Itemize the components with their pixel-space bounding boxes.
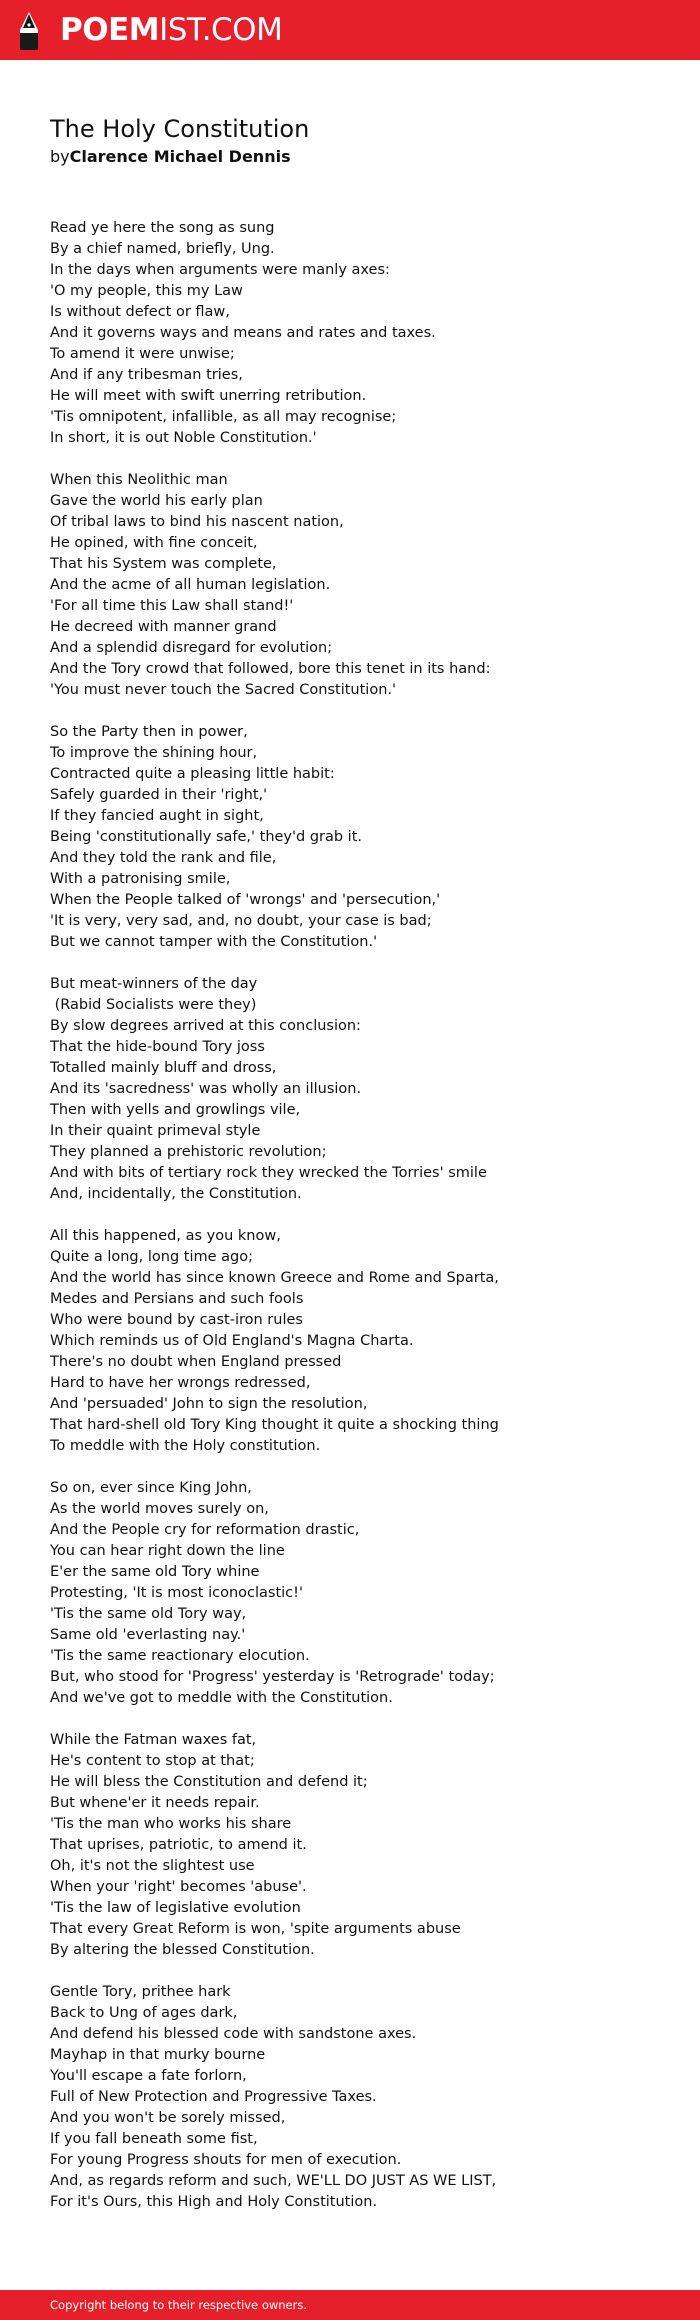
site-footer <box>0 2290 700 2320</box>
poem-line: Totalled mainly bluff and dross, <box>50 1060 277 1076</box>
stanza <box>50 722 670 953</box>
poem-line: Protesting, 'It is most iconoclastic!' <box>50 1585 303 1601</box>
poem-line: When your 'right' becomes 'abuse'. <box>50 1879 307 1895</box>
poem-line: Gave the world his early plan <box>50 493 263 509</box>
poem-line: 'Tis the law of legislative evolution <box>50 1900 301 1916</box>
poem-line: 'O my people, this my Law <box>50 283 243 299</box>
poem-line: Contracted quite a pleasing little habit: <box>50 766 335 782</box>
poem-line: E'er the same old Tory whine <box>50 1564 260 1580</box>
poem-line: They planned a prehistoric revolution; <box>50 1144 327 1160</box>
poem-line: When this Neolithic man <box>50 472 228 488</box>
stanza <box>50 470 670 701</box>
brand-name-bold: POEM <box>60 12 160 48</box>
poem-body <box>50 218 670 2234</box>
stanza <box>50 218 670 449</box>
poem-line: By a chief named, briefly, Ung. <box>50 241 275 257</box>
poem-line: He will bless the Constitution and defend it; <box>50 1774 368 1790</box>
poem-line: While the Fatman waxes fat, <box>50 1732 257 1748</box>
poem-line: Gentle Tory, prithee hark <box>50 1984 231 2000</box>
poem-line: He's content to stop at that; <box>50 1753 255 1769</box>
poem-line: To improve the shining hour, <box>50 745 258 761</box>
poem-line: And its 'sacredness' was wholly an illusion. <box>50 1081 362 1097</box>
poem-line: Medes and Persians and such fools <box>50 1291 304 1307</box>
brand-name-light: IST.COM <box>159 12 283 48</box>
poem-line: But whene'er it needs repair. <box>50 1795 260 1811</box>
poem-line: He opined, with fine conceit, <box>50 535 258 551</box>
poem-line: Who were bound by cast-iron rules <box>50 1312 303 1328</box>
site-logo-link[interactable] <box>60 8 282 52</box>
poem-line: And the People cry for reformation drastic, <box>50 1522 360 1538</box>
poem-line: Which reminds us of Old England's Magna Charta. <box>50 1333 414 1349</box>
poem-line: And we've got to meddle with the Constitution. <box>50 1690 393 1706</box>
poem-line: So on, ever since King John, <box>50 1480 252 1496</box>
poem-line: Is without defect or flaw, <box>50 304 230 320</box>
poem-line: To amend it were unwise; <box>50 346 235 362</box>
poem-line: 'For all time this Law shall stand!' <box>50 598 294 614</box>
poem-line: 'You must never touch the Sacred Constitution.' <box>50 682 396 698</box>
poem-line: But, who stood for 'Progress' yesterday is 'Retrograde' today; <box>50 1669 495 1685</box>
poem-line: So the Party then in power, <box>50 724 248 740</box>
poem-line: Being 'constitutionally safe,' they'd grab it. <box>50 829 363 845</box>
poem-line: That his System was complete, <box>50 556 277 572</box>
poem-line: And with bits of tertiary rock they wrecked the Torries' smile <box>50 1165 487 1181</box>
site-header <box>0 0 700 60</box>
poem-line: And defend his blessed code with sandstone axes. <box>50 2026 417 2042</box>
poem-line: In the days when arguments were manly axes: <box>50 262 390 278</box>
poem-line: Then with yells and growlings vile, <box>50 1102 301 1118</box>
stanza <box>50 1730 670 1961</box>
poem-line: By slow degrees arrived at this conclusion: <box>50 1018 361 1034</box>
poem-line: With a patronising smile, <box>50 871 231 887</box>
poem-line: And the world has since known Greece and Rome and Sparta, <box>50 1270 499 1286</box>
poem-line: (Rabid Socialists were they) <box>50 997 257 1013</box>
poem-line: For young Progress shouts for men of execution. <box>50 2152 402 2168</box>
poem-line: 'It is very, very sad, and, no doubt, your case is bad; <box>50 913 432 929</box>
poem-line: If you fall beneath some fist, <box>50 2131 258 2147</box>
poem-line: Read ye here the song as sung <box>50 220 275 236</box>
poem-line: Full of New Protection and Progressive Taxes. <box>50 2089 377 2105</box>
poem-line: As the world moves surely on, <box>50 1501 269 1517</box>
poem-line: Of tribal laws to bind his nascent nation, <box>50 514 344 530</box>
stanza <box>50 1982 670 2213</box>
poem-line: And they told the rank and file, <box>50 850 277 866</box>
poem-line: And a splendid disregard for evolution; <box>50 640 333 656</box>
poem-line: 'Tis the same old Tory way, <box>50 1606 247 1622</box>
poem-line: That every Great Reform is won, 'spite arguments abuse <box>50 1921 461 1937</box>
poem-line: That the hide-bound Tory joss <box>50 1039 265 1055</box>
poem-line: For it's Ours, this High and Holy Constitution. <box>50 2194 378 2210</box>
poem-line: There's no doubt when England pressed <box>50 1354 342 1370</box>
author-name[interactable]: Clarence Michael Dennis <box>69 147 291 166</box>
stanza <box>50 1226 670 1457</box>
poem-line: 'Tis omnipotent, infallible, as all may recognise; <box>50 409 397 425</box>
poem-line: He will meet with swift unerring retribution. <box>50 388 367 404</box>
poem-line: 'Tis the same reactionary elocution. <box>50 1648 310 1664</box>
poem-line: Safely guarded in their 'right,' <box>50 787 268 803</box>
poem-line: Hard to have her wrongs redressed, <box>50 1375 311 1391</box>
poem-line: You can hear right down the line <box>50 1543 285 1559</box>
poem-line: Back to Ung of ages dark, <box>50 2005 238 2021</box>
poem-line: Quite a long, long time ago; <box>50 1249 253 1265</box>
poem-line: That hard-shell old Tory King thought it quite a shocking thing <box>50 1417 499 1433</box>
poem-line: All this happened, as you know, <box>50 1228 281 1244</box>
poem-line: And you won't be sorely missed, <box>50 2110 286 2126</box>
poem-line: And, incidentally, the Constitution. <box>50 1186 302 1202</box>
byline-prefix: by <box>50 147 70 166</box>
poem-line: 'Tis the man who works his share <box>50 1816 292 1832</box>
poem-line: But meat-winners of the day <box>50 976 258 992</box>
poem-line: And 'persuaded' John to sign the resolution, <box>50 1396 368 1412</box>
poem-line: When the People talked of 'wrongs' and 'persecution,' <box>50 892 441 908</box>
poem-line: And if any tribesman tries, <box>50 367 243 383</box>
poem-line: And the acme of all human legislation. <box>50 577 331 593</box>
poem-line: And it governs ways and means and rates and taxes. <box>50 325 436 341</box>
poem-line: In short, it is out Noble Constitution.' <box>50 430 317 446</box>
poem-line: By altering the blessed Constitution. <box>50 1942 315 1958</box>
poem-line: Same old 'everlasting nay.' <box>50 1627 246 1643</box>
copyright-notice: Copyright belong to their respective owners. <box>50 2298 308 2312</box>
byline <box>50 146 291 168</box>
fountain-pen-nib-icon[interactable] <box>18 11 40 51</box>
poem-line: And, as regards reform and such, WE'LL DO JUST AS WE LIST, <box>50 2173 497 2189</box>
poem-line: You'll escape a fate forlorn, <box>50 2068 247 2084</box>
poem-line: That uprises, patriotic, to amend it. <box>50 1837 307 1853</box>
poem-line: Mayhap in that murky bourne <box>50 2047 266 2063</box>
stanza <box>50 1478 670 1709</box>
poem-line: But we cannot tamper with the Constitution.' <box>50 934 378 950</box>
poem-line: And the Tory crowd that followed, bore this tenet in its hand: <box>50 661 491 677</box>
poem-line: If they fancied aught in sight, <box>50 808 264 824</box>
stanza <box>50 974 670 1205</box>
poem-line: To meddle with the Holy constitution. <box>50 1438 321 1454</box>
poem-line: In their quaint primeval style <box>50 1123 261 1139</box>
poem-line: Oh, it's not the slightest use <box>50 1858 255 1874</box>
poem-title: The Holy Constitution <box>50 115 310 143</box>
poem-line: He decreed with manner grand <box>50 619 277 635</box>
